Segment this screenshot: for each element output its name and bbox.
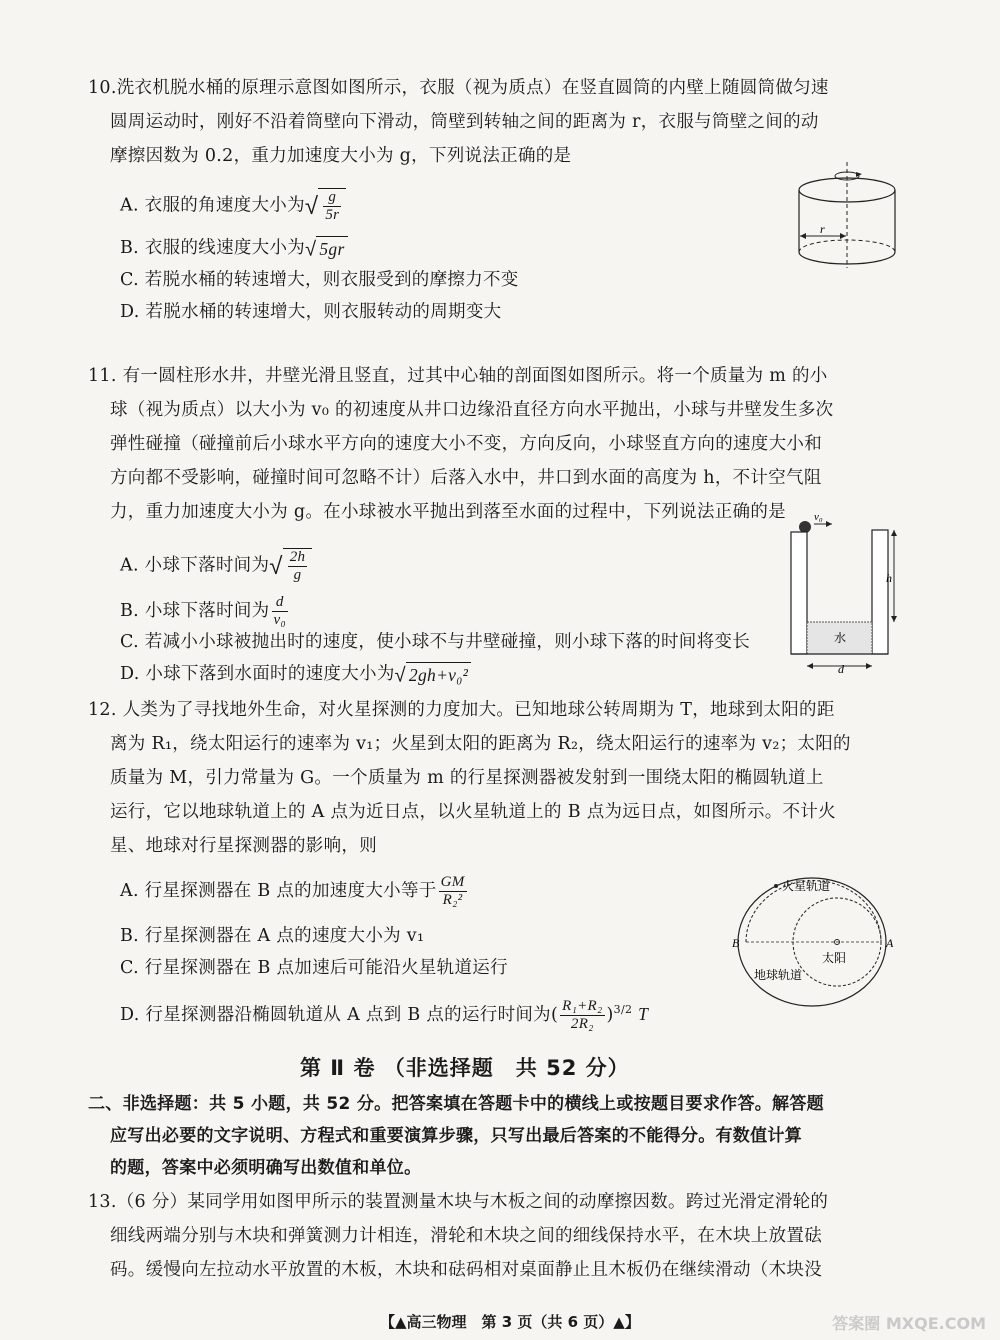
q12-option-a-num: GM	[440, 874, 465, 890]
q11-fig-label-d: d	[838, 662, 844, 676]
q12-line-4: 运行，它以地球轨道上的 A 点为近日点，以火星轨道上的 B 点为远日点，如图所示。不计火	[110, 802, 836, 822]
q12-option-b: B. 行星探测器在 A 点的速度大小为 v₁	[120, 926, 425, 946]
q13-line-2: 细线两端分别与木块和弹簧测力计相连，滑轮和木块之间的细线保持水平，在木块上放置砝	[110, 1226, 822, 1246]
q11-line-4: 方向都不受影响，碰撞时间可忽略不计）后落入水中，井口到水面的高度为 h，不计空气阻	[110, 468, 822, 488]
q12-option-d-num: R₁+R₂	[562, 998, 603, 1014]
q10-option-b-text: B. 衣服的线速度大小为	[120, 238, 306, 258]
q10-line-3: 摩擦因数为 0.2，重力加速度大小为 g，下列说法正确的是	[110, 146, 572, 166]
q11-option-a-num: 2h	[289, 549, 306, 565]
q12-option-d-den: 2R₂	[570, 1016, 594, 1032]
q12-line-5: 星、地球对行星探测器的影响，则	[110, 836, 377, 856]
q12-option-d: D. 行星探测器沿椭圆轨道从 A 点到 B 点的运行时间为( $\frac{\text{R₁+R₂}}{\text{2R₂}}$ )$^{3/2}$ T	[120, 998, 649, 1032]
q12-fig-label-earth: 地球轨道	[754, 968, 803, 982]
q11-option-d-text: D. 小球下落到水面时的速度大小为	[120, 664, 395, 684]
q12-line-1: 12. 人类为了寻找地外生命，对火星探测的力度加大。已知地球公转周期为 T，地球到太阳的距	[88, 700, 835, 720]
q10-option-b-rad: 5gr	[316, 236, 347, 261]
q11-option-d: D. 小球下落到水面时的速度大小为√ 2gh+v₀²	[120, 662, 471, 687]
q11-fig-label-h: h	[886, 571, 892, 585]
q11-option-a-den: g	[293, 567, 302, 583]
q11-option-a: A. 小球下落时间为√ $\frac{2h}{g}$	[120, 548, 312, 584]
q11-fig-label-v0: v₀	[814, 511, 823, 523]
section-2-line-1: 二、非选择题：共 5 小题，共 52 分。把答案填在答题卡中的横线上或按题目要求作答。解答题	[88, 1094, 824, 1114]
q12-option-d-text: D. 行星探测器沿椭圆轨道从 A 点到 B 点的运行时间为	[120, 1005, 551, 1025]
q12-option-a-text: A. 行星探测器在 B 点的加速度大小等于	[120, 881, 437, 901]
q10-cylinder-figure	[790, 160, 910, 279]
q10-option-c: C. 若脱水桶的转速增大，则衣服受到的摩擦力不变	[120, 270, 519, 290]
q11-well-figure	[790, 508, 900, 682]
q12-fig-label-b: B	[732, 936, 740, 950]
q12-option-a	[120, 874, 469, 909]
q10-fig-label-r: r	[820, 222, 825, 236]
q11-option-a-text: A. 小球下落时间为	[120, 555, 270, 576]
q11-line-3: 弹性碰撞（碰撞前后小球水平方向的速度大小不变，方向反向，小球竖直方向的速度大小和	[110, 434, 822, 454]
q11-option-b-den: v₀	[273, 612, 286, 628]
section-2-line-2: 应写出必要的文字说明、方程式和重要演算步骤，只写出最后答案的不能得分。有数值计算	[110, 1126, 802, 1146]
q12-orbit-figure	[732, 868, 902, 1022]
q12-line-3: 质量为 M，引力常量为 G。一个质量为 m 的行星探测器被发射到一围绕太阳的椭圆轨道上	[110, 768, 824, 788]
section-2-line-3: 的题，答案中必须明确写出数值和单位。	[110, 1158, 422, 1178]
q11-option-c: C. 若减小小球被抛出时的速度，使小球不与井壁碰撞，则小球下落的时间将变长	[120, 632, 750, 652]
page-footer: 【▲高三物理 第 3 页（共 6 页）▲】	[380, 1313, 640, 1331]
q11-line-2: 球（视为质点）以大小为 v₀ 的初速度从井口边缘沿直径方向水平抛出，小球与井壁发生多次	[110, 400, 834, 420]
q13-line-3: 码。缓慢向左拉动水平放置的木板，木块和砝码相对桌面静止且木板仍在继续滑动（木块没	[110, 1260, 822, 1280]
q10-line-1: 10.洗衣机脱水桶的原理示意图如图所示，衣服（视为质点）在竖直圆筒的内壁上随圆筒做匀速	[88, 78, 829, 98]
q11-option-b-num: d	[272, 594, 288, 612]
q11-option-b	[120, 594, 290, 629]
q10-option-b: B. 衣服的线速度大小为√ 5gr	[120, 236, 348, 261]
q11-option-b-text: B. 小球下落时间为	[120, 601, 270, 621]
q10-option-a-den: 5r	[325, 207, 340, 223]
q11-line-5: 力，重力加速度大小为 g。在小球被水平抛出到落至水面的过程中，下列说法正确的是	[110, 502, 786, 522]
q10-option-a: A. 衣服的角速度大小为√ $\frac{g}{5r}$	[120, 188, 346, 224]
q11-line-1: 11. 有一圆柱形水井，井壁光滑且竖直，过其中心轴的剖面图如图所示。将一个质量为 m 的小	[88, 366, 828, 386]
watermark: 答案圈 MXQE.COM	[832, 1314, 986, 1333]
q12-option-d-exp: 3/2	[613, 1003, 633, 1017]
q12-option-c: C. 行星探测器在 B 点加速后可能沿火星轨道运行	[120, 958, 508, 978]
q10-option-d: D. 若脱水桶的转速增大，则衣服转动的周期变大	[120, 302, 502, 322]
q13-line-1: 13.（6 分）某同学用如图甲所示的装置测量木块与木板之间的动摩擦因数。跨过光滑定滑轮的	[88, 1192, 829, 1212]
q10-option-a-num: g	[323, 189, 341, 207]
q12-option-d-suffix: T	[638, 1004, 649, 1024]
q12-line-2: 离为 R₁，绕太阳运行的速率为 v₁；火星到太阳的距离为 R₂，绕太阳运行的速率为 v₂；太阳的	[110, 734, 851, 754]
q12-fig-label-sun: 太阳	[822, 951, 847, 965]
q10-option-a-text: A. 衣服的角速度大小为	[120, 195, 305, 216]
section-2-title: 第 Ⅱ 卷 （非选择题 共 52 分）	[300, 1056, 630, 1080]
q11-option-d-rad: 2gh+v₀²	[406, 662, 471, 687]
q12-option-a-den: R₂²	[442, 892, 463, 908]
q12-fig-label-mars: 火星轨道	[782, 879, 831, 893]
q10-line-2: 圆周运动时，刚好不沿着筒壁向下滑动，筒壁到转轴之间的距离为 r，衣服与筒壁之间的动	[110, 112, 819, 132]
q11-fig-label-water: 水	[834, 631, 847, 645]
q12-fig-label-a: A	[886, 936, 894, 950]
